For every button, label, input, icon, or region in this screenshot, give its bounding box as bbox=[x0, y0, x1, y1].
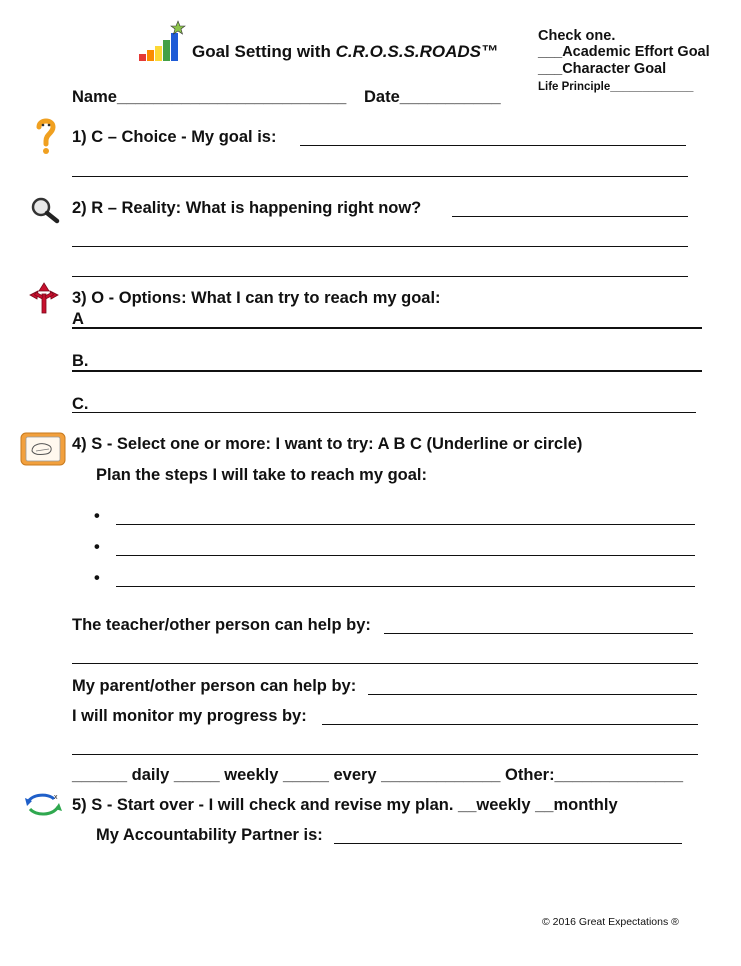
magnifying-glass-icon bbox=[30, 196, 60, 224]
date-field[interactable]: Date___________ bbox=[364, 88, 501, 106]
plan-step-line-3[interactable] bbox=[116, 586, 695, 587]
option-a-line[interactable] bbox=[72, 327, 702, 329]
option-b-line[interactable] bbox=[72, 370, 702, 372]
bar-chart-star-logo bbox=[138, 20, 186, 64]
teacher-help-label: The teacher/other person can help by: bbox=[72, 616, 371, 634]
life-principle[interactable]: Life Principle_____________ bbox=[538, 81, 694, 93]
plan-bullet-2: • bbox=[94, 538, 100, 556]
teacher-help-line-1[interactable] bbox=[384, 633, 693, 634]
svg-text:x: x bbox=[54, 794, 58, 801]
options-label: 3) O - Options: What I can try to reach my goal: bbox=[72, 289, 441, 307]
check-heading: Check one. bbox=[538, 28, 616, 44]
choice-answer-line-1[interactable] bbox=[300, 145, 686, 146]
reality-label: 2) R – Reality: What is happening right now? bbox=[72, 199, 422, 217]
choice-label: 1) C – Choice - My goal is: bbox=[72, 128, 277, 146]
reality-answer-line-2[interactable] bbox=[72, 246, 688, 247]
reality-answer-line-3[interactable] bbox=[72, 276, 688, 277]
plan-step-line-2[interactable] bbox=[116, 555, 695, 556]
reality-answer-line-1[interactable] bbox=[452, 216, 688, 217]
option-c-line[interactable] bbox=[72, 412, 696, 413]
option-b-label: B. bbox=[72, 352, 89, 370]
monitor-line-2[interactable] bbox=[72, 754, 698, 755]
option-c-label: C. bbox=[72, 395, 89, 413]
check-character[interactable]: ___Character Goal bbox=[538, 61, 667, 77]
partner-line[interactable] bbox=[334, 843, 682, 844]
check-academic[interactable]: ___Academic Effort Goal bbox=[538, 44, 710, 60]
monitor-label: I will monitor my progress by: bbox=[72, 707, 307, 725]
plan-bullet-3: • bbox=[94, 569, 100, 587]
select-label: 4) S - Select one or more: I want to try: A B C (Underline or circle) bbox=[72, 435, 583, 453]
circular-arrows-icon bbox=[24, 792, 64, 818]
three-arrows-icon bbox=[28, 282, 60, 314]
frequency-options[interactable]: ______ daily _____ weekly _____ every _____________ Other:______________ bbox=[72, 766, 684, 784]
parent-help-line[interactable] bbox=[368, 694, 697, 695]
plan-bullet-1: • bbox=[94, 507, 100, 525]
page-title bbox=[192, 42, 498, 62]
option-a-label: A bbox=[72, 310, 84, 328]
choice-answer-line-2[interactable] bbox=[72, 176, 688, 177]
partner-label: My Accountability Partner is: bbox=[96, 826, 323, 844]
name-field[interactable]: Name_________________________ bbox=[72, 88, 347, 106]
start-over-label: 5) S - Start over - I will check and revise my plan. __weekly __monthly bbox=[72, 796, 618, 814]
teacher-help-line-2[interactable] bbox=[72, 663, 698, 664]
title-prefix: Goal Setting with bbox=[192, 42, 336, 61]
question-mark-icon bbox=[34, 116, 58, 156]
monitor-line-1[interactable] bbox=[322, 724, 698, 725]
parent-help-label: My parent/other person can help by: bbox=[72, 677, 357, 695]
clipboard-icon bbox=[20, 432, 66, 466]
title-brand: C.R.O.S.S.ROADS™ bbox=[335, 42, 499, 61]
copyright: © 2016 Great Expectations ® bbox=[542, 916, 679, 928]
plan-label: Plan the steps I will take to reach my goal: bbox=[96, 466, 428, 484]
plan-step-line-1[interactable] bbox=[116, 524, 695, 525]
